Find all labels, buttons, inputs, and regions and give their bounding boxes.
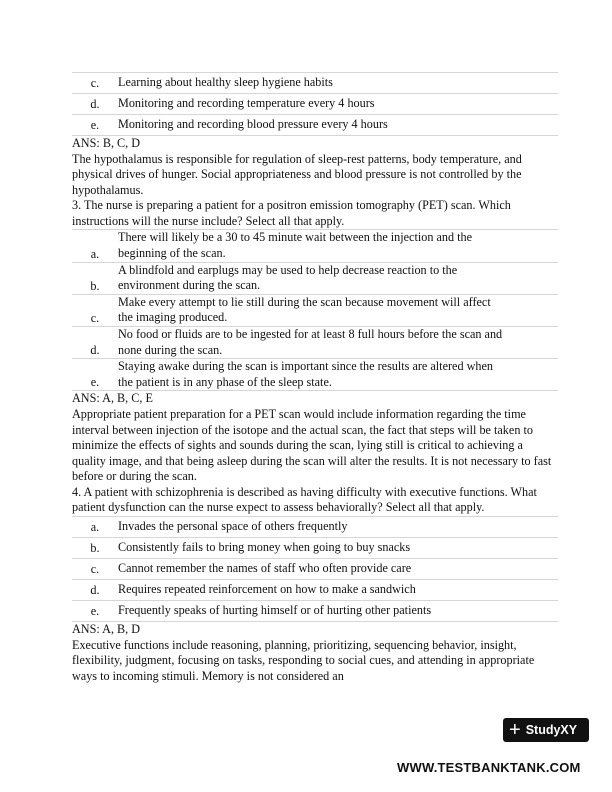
studyxy-badge[interactable] bbox=[503, 718, 589, 742]
rationale: Executive functions include reasoning, planning, prioritizing, sequencing behavior, insight, flexibility, judgment, focusing on tasks, responding to social cues, and attending in appropriate ways to incoming stimuli. Memory is not considered an bbox=[72, 637, 535, 683]
answer-key: ANS: A, B, D bbox=[72, 622, 141, 637]
rationale: The hypothalamus is responsible for regulation of sleep-rest patterns, body temperature, and physical drives of hunger. Social appropriateness and blood pressure is not controlled by the hypothalamus. bbox=[72, 151, 522, 197]
badge-label: StudyXY bbox=[525, 723, 578, 737]
option-text: Consistently fails to bring money when going to buy snacks bbox=[118, 538, 558, 559]
option-text: Invades the personal space of others frequently bbox=[118, 517, 558, 538]
option-letter: a. bbox=[72, 230, 118, 262]
option-text: Frequently speaks of hurting himself or of hurting other patients bbox=[118, 601, 558, 622]
option-text: Make every attempt to lie still during the scan because movement will affect the imaging produced. bbox=[118, 294, 558, 326]
option-row bbox=[72, 115, 558, 136]
answer-key: ANS: B, C, D bbox=[72, 136, 141, 150]
option-row bbox=[72, 538, 558, 559]
option-text: Monitoring and recording temperature every 4 hours bbox=[118, 94, 558, 115]
option-row bbox=[72, 230, 558, 262]
option-row bbox=[72, 262, 558, 294]
option-letter: b. bbox=[72, 262, 118, 294]
question-stem: 3. The nurse is preparing a patient for a positron emission tomography (PET) scan. Which instructions will the nurse include? Select all that apply. bbox=[72, 198, 511, 228]
option-row bbox=[72, 327, 558, 359]
option-letter: e. bbox=[72, 601, 118, 622]
option-letter: c. bbox=[72, 559, 118, 580]
option-row bbox=[72, 73, 558, 94]
option-letter: d. bbox=[72, 327, 118, 359]
option-text: Learning about healthy sleep hygiene habits bbox=[118, 73, 558, 94]
question-stem: 4. A patient with schizophrenia is described as having difficulty with executive functions. What patient dysfunction can the nurse expect to assess behaviorally? Select all that apply. bbox=[72, 484, 537, 515]
option-row bbox=[72, 359, 558, 391]
option-letter: b. bbox=[72, 538, 118, 559]
option-text: A blindfold and earplugs may be used to help decrease reaction to the environment during the scan. bbox=[118, 262, 558, 294]
rationale: Appropriate patient preparation for a PET scan would include information regarding the time interval between injection of the isotope and the actual scan, the fact that steps will be taken to minimize the effects of sights and sounds during the scan, lying still is critical to achieving a quality image, and that being asleep during the scan will alter the results. It is not necessary to fast before or during the scan. bbox=[72, 406, 552, 484]
option-row bbox=[72, 294, 558, 326]
option-text: No food or fluids are to be ingested for at least 8 full hours before the scan and none during the scan. bbox=[118, 327, 558, 359]
option-letter: d. bbox=[72, 580, 118, 601]
q2-options bbox=[72, 72, 558, 136]
option-letter: e. bbox=[72, 359, 118, 391]
document-page bbox=[72, 72, 558, 683]
option-text: There will likely be a 30 to 45 minute wait between the injection and the beginning of the scan. bbox=[118, 230, 558, 262]
option-row bbox=[72, 517, 558, 538]
q4-options bbox=[72, 516, 558, 622]
option-row bbox=[72, 601, 558, 622]
option-letter: d. bbox=[72, 94, 118, 115]
q3-options bbox=[72, 229, 558, 391]
option-letter: a. bbox=[72, 517, 118, 538]
option-letter: c. bbox=[72, 294, 118, 326]
option-row bbox=[72, 559, 558, 580]
option-text: Cannot remember the names of staff who often provide care bbox=[118, 559, 558, 580]
footer-url: WWW.TESTBANKTANK.COM bbox=[397, 760, 581, 775]
option-text: Monitoring and recording blood pressure every 4 hours bbox=[118, 115, 558, 136]
option-row bbox=[72, 94, 558, 115]
option-row bbox=[72, 580, 558, 601]
option-letter: e. bbox=[72, 115, 118, 136]
option-letter: c. bbox=[72, 73, 118, 94]
answer-key: ANS: A, B, C, E bbox=[72, 391, 153, 406]
option-text: Staying awake during the scan is important since the results are altered when the patient is in any phase of the sleep state. bbox=[118, 359, 558, 391]
plus-icon: + bbox=[509, 719, 521, 741]
option-text: Requires repeated reinforcement on how to make a sandwich bbox=[118, 580, 558, 601]
